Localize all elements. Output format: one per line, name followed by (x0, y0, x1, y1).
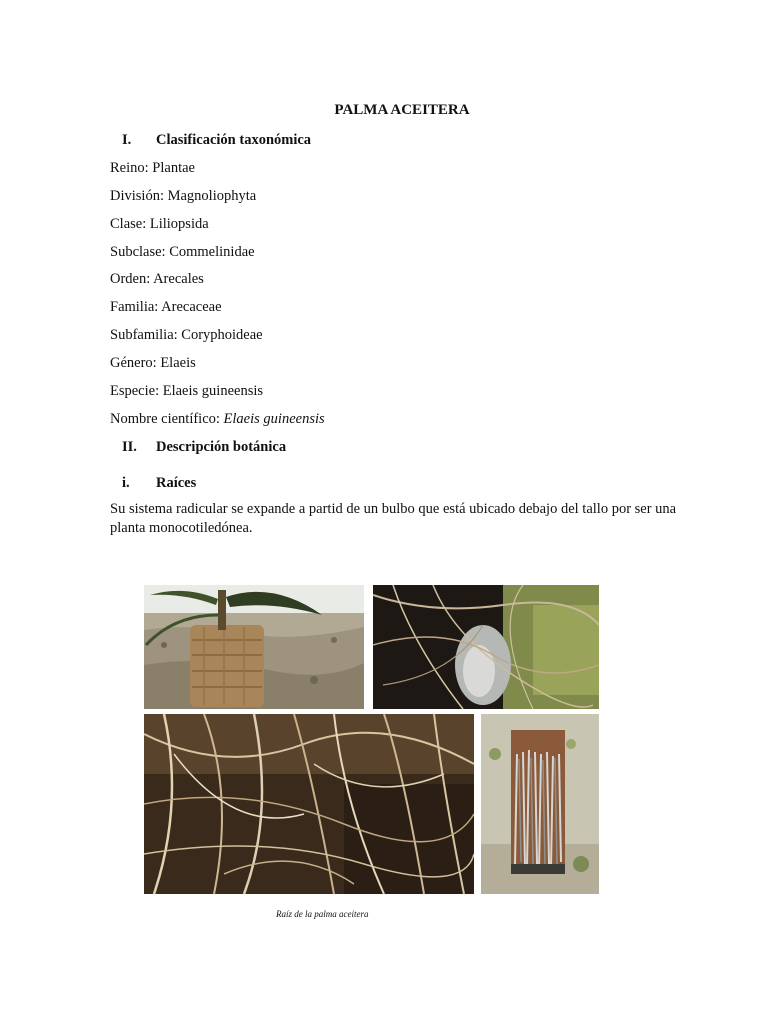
photo-root-ball-soil (481, 714, 599, 894)
taxonomy-especie: Especie: Elaeis guineensis (110, 383, 264, 399)
document-title: PALMA ACEITERA (334, 102, 470, 118)
taxonomy-subclase: Subclase: Commelinidae (110, 244, 255, 260)
section-number: II. (122, 439, 137, 455)
figure-caption: Raíz de la palma aceitera (276, 909, 369, 919)
section-heading-botanical (122, 439, 286, 456)
photo-root-mass (144, 714, 474, 894)
section-number: I. (122, 132, 132, 148)
section-title: Clasificación taxonómica (156, 132, 312, 148)
photo-seedling-root-ball (144, 585, 364, 709)
subsection-title: Raíces (156, 475, 197, 491)
subsection-number: i. (122, 475, 130, 491)
section-heading-classification (122, 132, 311, 149)
taxonomy-familia: Familia: Arecaceae (110, 299, 222, 315)
taxonomy-scientific-name (110, 411, 325, 428)
taxonomy-clase: Clase: Liliopsida (110, 216, 209, 232)
taxonomy-subfamilia: Subfamilia: Coryphoideae (110, 327, 263, 343)
taxonomy-division: División: Magnoliophyta (110, 188, 257, 204)
taxonomy-orden: Orden: Arecales (110, 271, 204, 287)
taxonomy-genero: Género: Elaeis (110, 355, 196, 371)
scientific-name-label: Nombre científico: (110, 411, 224, 427)
section-title: Descripción botánica (156, 439, 287, 455)
taxonomy-reino: Reino: Plantae (110, 160, 195, 176)
subsection-heading-roots (122, 475, 196, 492)
scientific-name-value: Elaeis guineensis (223, 411, 325, 427)
photo-roots-closeup (373, 585, 599, 709)
roots-description: Su sistema radicular se expande a partid de un bulbo que está ubicado debajo del tallo por ser una planta monocotiledónea. (110, 501, 677, 536)
